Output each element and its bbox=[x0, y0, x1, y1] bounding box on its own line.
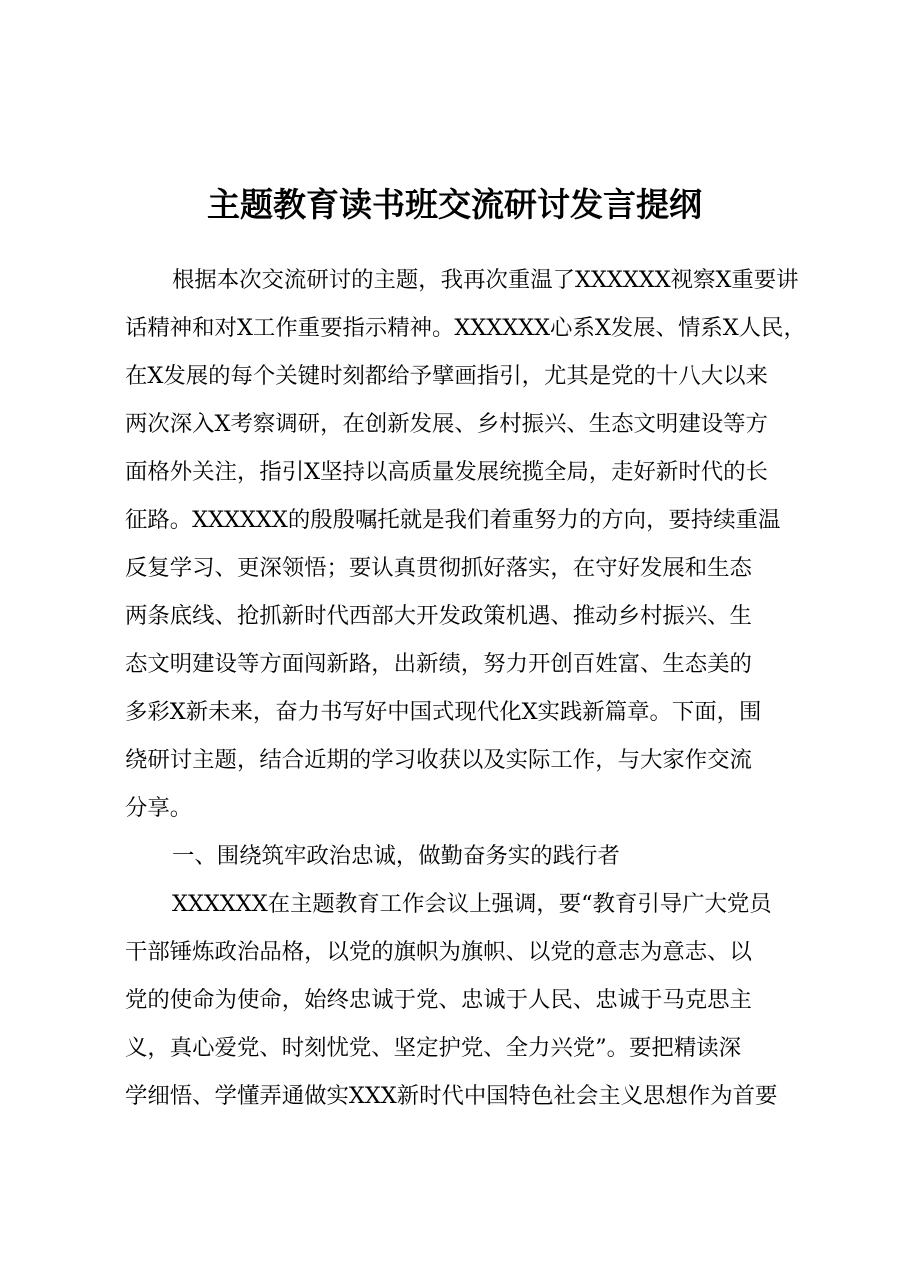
paragraph-1-line-6: 征路。XXXXXX的殷殷嘱托就是我们着重努力的方向，要持续重温 bbox=[125, 507, 781, 533]
paragraph-2-line-1: XXXXXX在主题教育工作会议上强调，要“教育引导广大党员 bbox=[172, 891, 772, 917]
section-heading-1: 一、围绕筑牢政治忠诚，做勤奋务实的践行者 bbox=[172, 843, 620, 869]
paragraph-1-line-7: 反复学习、更深领悟；要认真贯彻抓好落实，在守好发展和生态 bbox=[125, 555, 752, 581]
paragraph-2-line-2: 干部锤炼政治品格，以党的旗帜为旗帜、以党的意志为意志、以 bbox=[125, 939, 752, 965]
paragraph-2-line-5: 学细悟、学懂弄通做实XXX新时代中国特色社会主义思想作为首要 bbox=[125, 1083, 778, 1109]
paragraph-1-line-8: 两条底线、抢抓新时代西部大开发政策机遇、推动乡村振兴、生 bbox=[125, 603, 752, 629]
paragraph-1-line-12: 分享。 bbox=[125, 795, 193, 821]
paragraph-1-line-10: 多彩X新未来，奋力书写好中国式现代化X实践新篇章。下面，围 bbox=[125, 699, 762, 725]
paragraph-1-line-3: 在X发展的每个关键时刻都给予擘画指引，尤其是党的十八大以来 bbox=[125, 363, 768, 389]
paragraph-1-line-2: 话精神和对X工作重要指示精神。XXXXXX心系X发展、情系X人民， bbox=[125, 315, 806, 341]
paragraph-2-line-4: 义，真心爱党、时刻忧党、坚定护党、全力兴党”。要把精读深 bbox=[125, 1035, 741, 1061]
paragraph-1-line-1: 根据本次交流研讨的主题，我再次重温了XXXXXX视察X重要讲 bbox=[172, 267, 799, 293]
paragraph-1-line-11: 绕研讨主题，结合近期的学习收获以及实际工作，与大家作交流 bbox=[125, 747, 752, 773]
paragraph-1-line-5: 面格外关注，指引X坚持以高质量发展统揽全局，走好新时代的长 bbox=[125, 459, 768, 485]
paragraph-1-line-4: 两次深入X考察调研，在创新发展、乡村振兴、生态文明建设等方 bbox=[125, 411, 768, 437]
paragraph-2-line-3: 党的使命为使命，始终忠诚于党、忠诚于人民、忠诚于马克思主 bbox=[125, 987, 752, 1013]
document-title: 主题教育读书班交流研讨发言提纲 bbox=[207, 185, 702, 224]
paragraph-1-line-9: 态文明建设等方面闯新路，出新绩，努力开创百姓富、生态美的 bbox=[125, 651, 752, 677]
